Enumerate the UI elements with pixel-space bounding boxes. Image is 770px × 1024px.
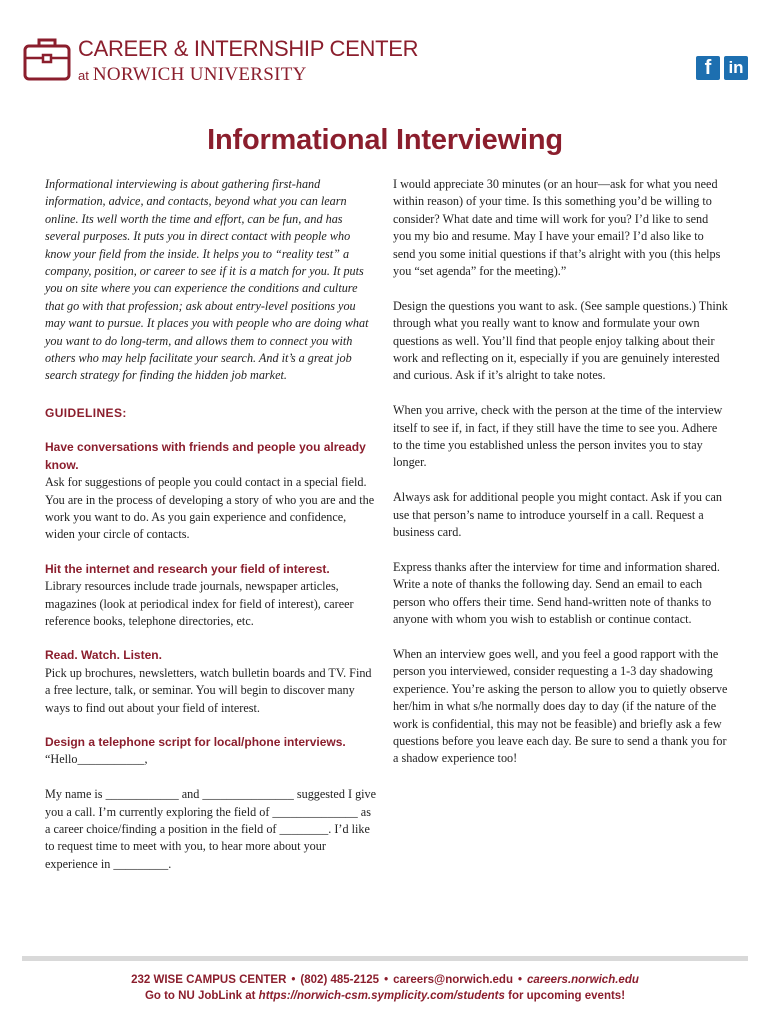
guideline-section xyxy=(45,439,378,543)
phone: (802) 485-2125 xyxy=(300,974,380,986)
org-name: CAREER & INTERNSHIP CENTER xyxy=(78,36,419,61)
page-title: Informational Interviewing xyxy=(207,124,563,156)
footer xyxy=(0,972,770,1004)
org-university: NORWICH UNIVERSITY xyxy=(92,64,307,85)
paragraph: I would appreciate 30 minutes (or an hour—ask for what you need within reason) of your time. Is this something you’d be willing to consider? What date and time will work for you? I’d like to send you my bio and resume. May I have your email? I’d also like to send you some initial questions if that’s alright with you (this helps you “set agenda” for the meeting).” xyxy=(393,177,721,279)
contact-line xyxy=(0,972,770,988)
paragraph: When an interview goes well, and you feel a good rapport with the person you interviewed, consider requesting a 1-3 day shadowing experience. You’re asking the person to allow you to quietly observe her/him in what s/he normally does day to day (if the nature of the work is confidential, this may not be feasible) and briefly ask a few questions before you leave each day. Be sure to send a thank you for a shadow experience too! xyxy=(393,646,728,766)
bullet-separator: • xyxy=(384,974,389,986)
section-heading: Have conversations with friends and people you already know. xyxy=(45,440,366,472)
guideline-section xyxy=(45,561,378,631)
script-body: My name is ____________ and _______________ suggested I give you a call. I’m currently exploring the field of ______________ as a career choice/finding a position in the field of ________. I’d like to request time to meet with you, to hear more about your experience in _________. xyxy=(45,787,377,871)
header xyxy=(22,34,752,86)
guideline-section xyxy=(45,734,378,873)
social-links xyxy=(696,56,748,80)
section-heading: Hit the internet and research your field of interest. xyxy=(45,561,330,576)
paragraph: When you arrive, check with the person at the time of the interview itself to see if, in fact, if they still have the time to see you. Adhere to the time you established unless the person invites you to stay longer. xyxy=(393,403,723,470)
section-heading: Design a telephone script for local/phone interviews. xyxy=(45,734,346,749)
bullet-separator: • xyxy=(291,974,296,986)
linkedin-icon[interactable]: in xyxy=(724,56,748,80)
footer-divider xyxy=(22,956,748,961)
paragraph: Always ask for additional people you might contact. Ask if you can use that person’s name to introduce yourself in a call. Request a business card. xyxy=(393,490,722,540)
briefcase-icon xyxy=(22,34,72,84)
joblink-url[interactable]: https://norwich-csm.symplicity.com/students xyxy=(258,990,505,1002)
address: 232 WISE CAMPUS CENTER xyxy=(131,974,287,986)
website-link[interactable]: careers.norwich.edu xyxy=(527,974,639,986)
joblink-prefix: Go to NU JobLink at xyxy=(144,990,256,1002)
bullet-separator: • xyxy=(517,974,523,986)
script-greeting: “Hello___________, xyxy=(45,752,148,767)
org-at: at xyxy=(78,68,89,83)
section-body: Library resources include trade journals, newspaper articles, magazines (look at periodical index for field of interest), career reference books, telephone directories, etc. xyxy=(45,579,354,628)
guideline-section xyxy=(45,647,378,717)
org-subtitle xyxy=(78,64,307,86)
section-heading: Read. Watch. Listen. xyxy=(45,648,162,663)
left-column xyxy=(45,176,378,890)
paragraph: Express thanks after the interview for time and information shared. Write a note of thanks the following day. Send an email to each person who offers their time. Send hand-written note of thanks to anyone with whom you wish to establish or continue contact. xyxy=(393,559,720,627)
section-body: Pick up brochures, newsletters, watch bulletin boards and TV. Find a free lecture, talk, or seminar. You will begin to discover many ways to find out about your field of interest. xyxy=(45,665,372,715)
intro-paragraph: Informational interviewing is about gathering first-hand information, advice, and contacts, beyond what you can learn online. Its well worth the time and effort, can be fun, and has several purposes. It puts you in direct contact with people who know your field from the inside. It helps you to “reality test” a company, position, or career to see if it is a match for you. It puts you on site where you can experience the conditions and culture that go with that profession; ask about entry-level positions you may want to pursue. It places you with people who are doing what you want to do long-term, and allows them to connect you with others who may help facilitate your search. And it’s a great job search strategy for finding the hidden job market. xyxy=(45,177,369,383)
paragraph: Design the questions you want to ask. (See sample questions.) Think through what you really want to know and formulate your own questions as well. You’ll find that people enjoy talking about their work and reflecting on it, especially if you are genuinely interested and curious. Ask if it’s alright to take notes. xyxy=(393,298,728,383)
joblink-line xyxy=(0,988,770,1004)
joblink-suffix: for upcoming events! xyxy=(508,990,626,1002)
facebook-icon[interactable]: f xyxy=(696,56,720,80)
section-body: Ask for suggestions of people you could contact in a special field. You are in the process of developing a story of who you are and the work you want to do. As you gain experience and confidence, widen your circle of contacts. xyxy=(45,475,375,542)
email-link[interactable]: careers@norwich.edu xyxy=(393,974,513,986)
guidelines-heading: GUIDELINES: xyxy=(45,405,127,420)
spacer xyxy=(45,769,378,786)
right-column xyxy=(393,176,729,785)
